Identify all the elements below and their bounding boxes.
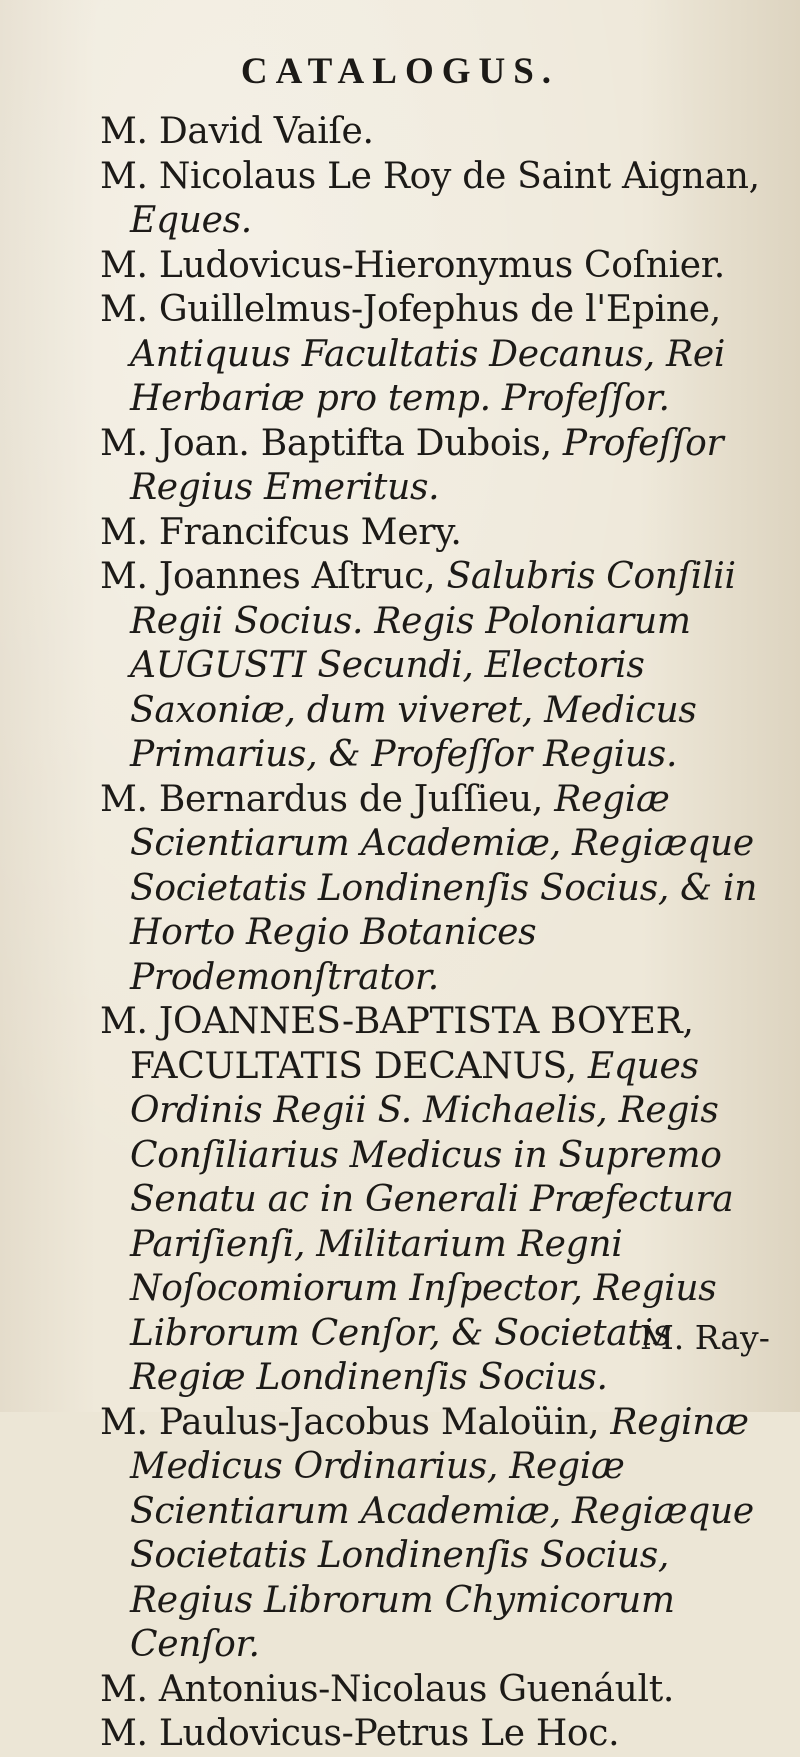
catalogue-entry: [100, 110, 790, 155]
catchword: M. Ray-: [640, 1318, 770, 1357]
entry-name: M. Joannes Aſtruc,: [100, 556, 436, 597]
entry-name: M. David Vaiſe.: [100, 111, 374, 152]
catalogue-list: [100, 110, 790, 1757]
catalogue-entry: [100, 1668, 790, 1713]
entry-name: M. Paulus-Jacobus Maloüin,: [100, 1401, 600, 1443]
page-heading: CATALOGUS.: [240, 51, 560, 92]
catalogue-entry: [100, 288, 790, 422]
entry-name: M. Ludovicus-Hieronymus Coſnier.: [100, 244, 725, 286]
entry-name: M. Guillelmus-Jofephus de l'Epine,: [100, 289, 721, 330]
catalogue-entry: [100, 511, 790, 556]
catalogue-entry: [100, 1401, 790, 1668]
entry-description: Eques Ordinis Regii S. Michaelis, Regis Conſiliarius Medicus in Supremo Senatu ac in Generali Præfectura Pariſienſi, Militarium Regni Noſocomiorum Inſpector, Regius Librorum Cenſor, & Societatis Regiæ Londinenſis Socius.: [130, 1045, 734, 1398]
entry-name: M. Francifcus Mery.: [100, 511, 462, 553]
entry-description: Eques.: [130, 200, 252, 241]
entry-name: M. Nicolaus Le Roy de Saint Aignan,: [100, 155, 760, 197]
entry-name: M. Ludovicus-Petrus Le Hoc.: [100, 1713, 620, 1754]
catalogue-entry: [100, 244, 790, 289]
catalogue-entry: [100, 778, 790, 1001]
entry-description: Antiquus Facultatis Decanus, Rei Herbariæ pro temp. Profeſſor.: [130, 333, 726, 419]
entry-name: M. JOANNES-BAPTISTA BOYER, FACULTATIS DECANUS,: [100, 1001, 694, 1087]
catalogue-entry: [100, 555, 790, 778]
entry-description: Profeſſor Regius Emeritus.: [130, 422, 724, 508]
entry-name: M. Bernardus de Juſſieu,: [100, 778, 544, 820]
catalogue-entry: [100, 1712, 790, 1757]
entry-description: Regiæ Scientiarum Academiæ, Regiæque Societatis Londinenſis Socius, & in Horto Regio Botanices Prodemonſtrator.: [130, 778, 758, 998]
catalogue-entry: [100, 422, 790, 511]
catalogue-entry: [100, 155, 790, 244]
entry-name: M. Joan. Baptifta Dubois,: [100, 422, 552, 464]
entry-name: M. Antonius-Nicolaus Guenáult.: [100, 1668, 675, 1710]
entry-description: Reginæ Medicus Ordinarius, Regiæ Scientiarum Academiæ, Regiæque Societatis Londinenſis Socius, Regius Librorum Chymicorum Cenſor.: [130, 1401, 754, 1665]
entry-description: Salubris Conſilii Regii Socius. Regis Poloniarum AUGUSTI Secundi, Electoris Saxoniæ, dum viveret, Medicus Primarius, & Profeſſor Regius.: [130, 556, 736, 775]
